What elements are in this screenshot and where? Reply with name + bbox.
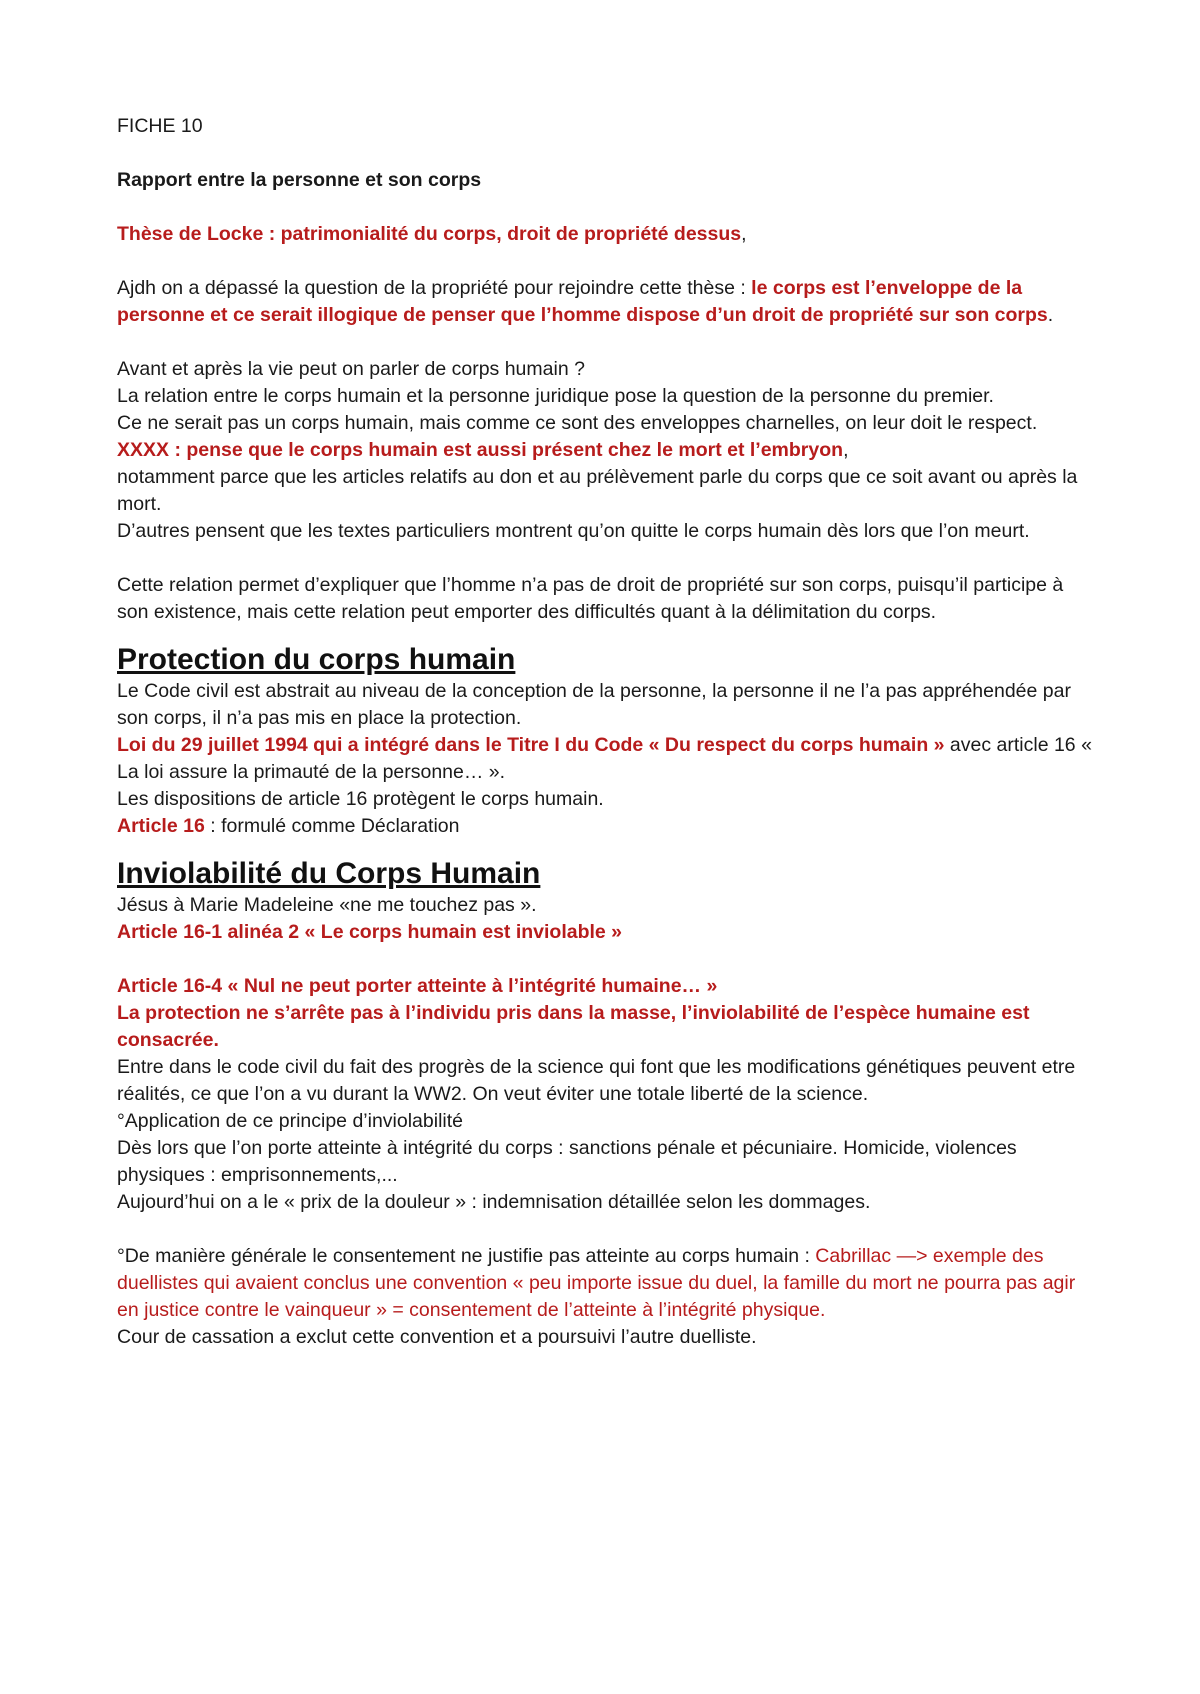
xxxx-paragraph [117, 437, 1097, 464]
dautres-paragraph: D’autres pensent que les textes particuliers montrent qu’on quitte le corps humain dès lors que l’on meurt. [117, 520, 1030, 542]
consentement-text: °De manière générale le consentement ne justifie pas atteinte au corps humain : [117, 1245, 816, 1267]
consentement-paragraph [117, 1243, 1097, 1324]
section-heading-protection: Protection du corps humain [117, 643, 516, 676]
xxxx-bold: XXXX : pense que le corps humain est aussi présent chez le mort et l’embryon [117, 439, 844, 461]
sanctions-paragraph: Dès lors que l’on porte atteinte à intégrité du corps : sanctions pénale et pécuniaire. Homicide, violences physiques : emprisonnements,... [117, 1137, 1017, 1186]
article-16-paragraph [117, 813, 1097, 840]
article-16-4-paragraph: Article 16-4 « Nul ne peut porter atteinte à l’intégrité humaine… » [117, 975, 718, 997]
protection-espece-paragraph: La protection ne s’arrête pas à l’individu pris dans la masse, l’inviolabilité de l’espèce humaine est consacrée. [117, 1002, 1030, 1051]
prix-douleur-paragraph: Aujourd’hui on a le « prix de la douleur » : indemnisation détaillée selon les dommages. [117, 1191, 871, 1213]
fiche-label: FICHE 10 [117, 115, 203, 137]
document-body [117, 113, 1097, 1351]
ce-ne-serait-paragraph: Ce ne serait pas un corps humain, mais comme ce sont des enveloppes charnelles, on leur doit le respect. [117, 412, 1038, 434]
xxxx-tail: , [843, 439, 849, 461]
notamment-paragraph: notamment parce que les articles relatifs au don et au prélèvement parle du corps que ce soit avant ou après la mort. [117, 466, 1078, 515]
cabrillac-text: Cabrillac —> exemple des duellistes qui avaient conclus une convention « peu importe issue du duel, la famille du mort ne pourra pas agir en justice contre le vainqueur » = consentement de l’atteinte à l’intégrité physique. [117, 1245, 1076, 1321]
article-16-bold: Article 16 [117, 815, 205, 837]
jesus-paragraph: Jésus à Marie Madeleine «ne me touchez pas ». [117, 894, 537, 916]
dispositions-paragraph: Les dispositions de article 16 protègent le corps humain. [117, 788, 604, 810]
loi-1994-bold: Loi du 29 juillet 1994 qui a intégré dans le Titre I du Code « Du respect du corps humain » [117, 734, 945, 756]
cour-cassation-paragraph: Cour de cassation a exclut cette convention et a poursuivi l’autre duelliste. [117, 1326, 757, 1348]
cette-relation-paragraph: Cette relation permet d’expliquer que l’homme n’a pas de droit de propriété sur son corps, puisqu’il participe à son existence, mais cette relation peut emporter des difficultés quant à la délimitation du corps. [117, 574, 1064, 623]
document-subtitle: Rapport entre la personne et son corps [117, 169, 482, 191]
ajdh-text: Ajdh on a dépassé la question de la propriété pour rejoindre cette thèse : [117, 277, 752, 299]
locke-thesis-bold: Thèse de Locke : patrimonialité du corps, droit de propriété dessus [117, 223, 742, 245]
article-16-tail: : formulé comme Déclaration [204, 815, 460, 837]
article-16-1-paragraph: Article 16-1 alinéa 2 « Le corps humain est inviolable » [117, 921, 623, 943]
ajdh-bold: le corps est l’enveloppe de la personne et ce serait illogique de penser que l’homme dispose d’un droit de propriété sur son corps [117, 277, 1048, 326]
loi-1994-paragraph [117, 732, 1097, 786]
ajdh-tail: . [1047, 304, 1054, 326]
ajdh-paragraph [117, 275, 1097, 329]
locke-thesis [117, 221, 1097, 248]
entre-code-civil-paragraph: Entre dans le code civil du fait des progrès de la science qui font que les modifications génétiques peuvent etre réalités, ce que l’on a vu durant la WW2. On veut éviter une totale liberté de la science. [117, 1056, 1076, 1105]
avant-apres-question: Avant et après la vie peut on parler de corps humain ? [117, 358, 585, 380]
code-civil-paragraph: Le Code civil est abstrait au niveau de la conception de la personne, la personne il ne l’a pas appréhendée par son corps, il n’a pas mis en place la protection. [117, 680, 1071, 729]
loi-1994-tail: avec article 16 « La loi assure la primauté de la personne… ». [117, 734, 1092, 783]
section-heading-inviolabilite: Inviolabilité du Corps Humain [117, 857, 541, 890]
application-principe-paragraph: °Application de ce principe d’inviolabilité [117, 1110, 464, 1132]
relation-paragraph: La relation entre le corps humain et la personne juridique pose la question de la personne du premier. [117, 385, 994, 407]
locke-thesis-tail: , [741, 223, 747, 245]
